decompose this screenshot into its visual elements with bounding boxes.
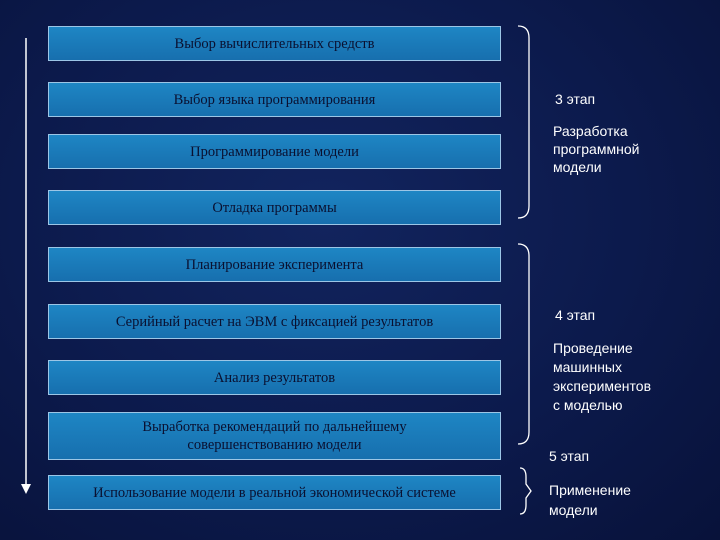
stage-3-title [553, 122, 639, 176]
step-box-5: Планирование эксперимента [48, 247, 501, 282]
stage-4-title-line-1: Проведение [553, 340, 633, 356]
bracket-stage-3 [518, 26, 529, 218]
stage-4-number: 4 этап [555, 307, 596, 323]
step-box-8: Выработка рекомендаций по дальнейшему совершенствованию модели [48, 412, 501, 460]
bracket-stage-4 [518, 244, 529, 444]
step-box-6: Серийный расчет на ЭВМ с фиксацией результатов [48, 304, 501, 339]
step-box-7: Анализ результатов [48, 360, 501, 395]
stage-3-title-line-2: программной [553, 141, 640, 157]
stage-4-title-line-3: экспериментов [553, 378, 652, 394]
stage-3-title-line-3: модели [553, 159, 602, 175]
stage-5-title-line-2: модели [549, 502, 598, 518]
step-box-2: Выбор языка программирования [48, 82, 501, 117]
stage-4-title-line-4: с моделью [553, 397, 623, 413]
step-box-4: Отладка программы [48, 190, 501, 225]
stage-5-title [549, 480, 631, 520]
stage-5-title-line-1: Применение [549, 482, 631, 498]
timeline-arrowhead [21, 484, 31, 494]
stage-4-title-line-2: машинных [553, 359, 622, 375]
stage-4-title [553, 339, 651, 415]
step-box-3: Программирование модели [48, 134, 501, 169]
stage-3-title-line-1: Разработка [553, 123, 628, 139]
stage-3-number: 3 этап [555, 91, 596, 107]
bracket-stage-5 [520, 468, 531, 514]
stage-5-number: 5 этап [549, 448, 590, 464]
step-box-9: Использование модели в реальной экономической системе [48, 475, 501, 510]
step-box-1: Выбор вычислительных средств [48, 26, 501, 61]
